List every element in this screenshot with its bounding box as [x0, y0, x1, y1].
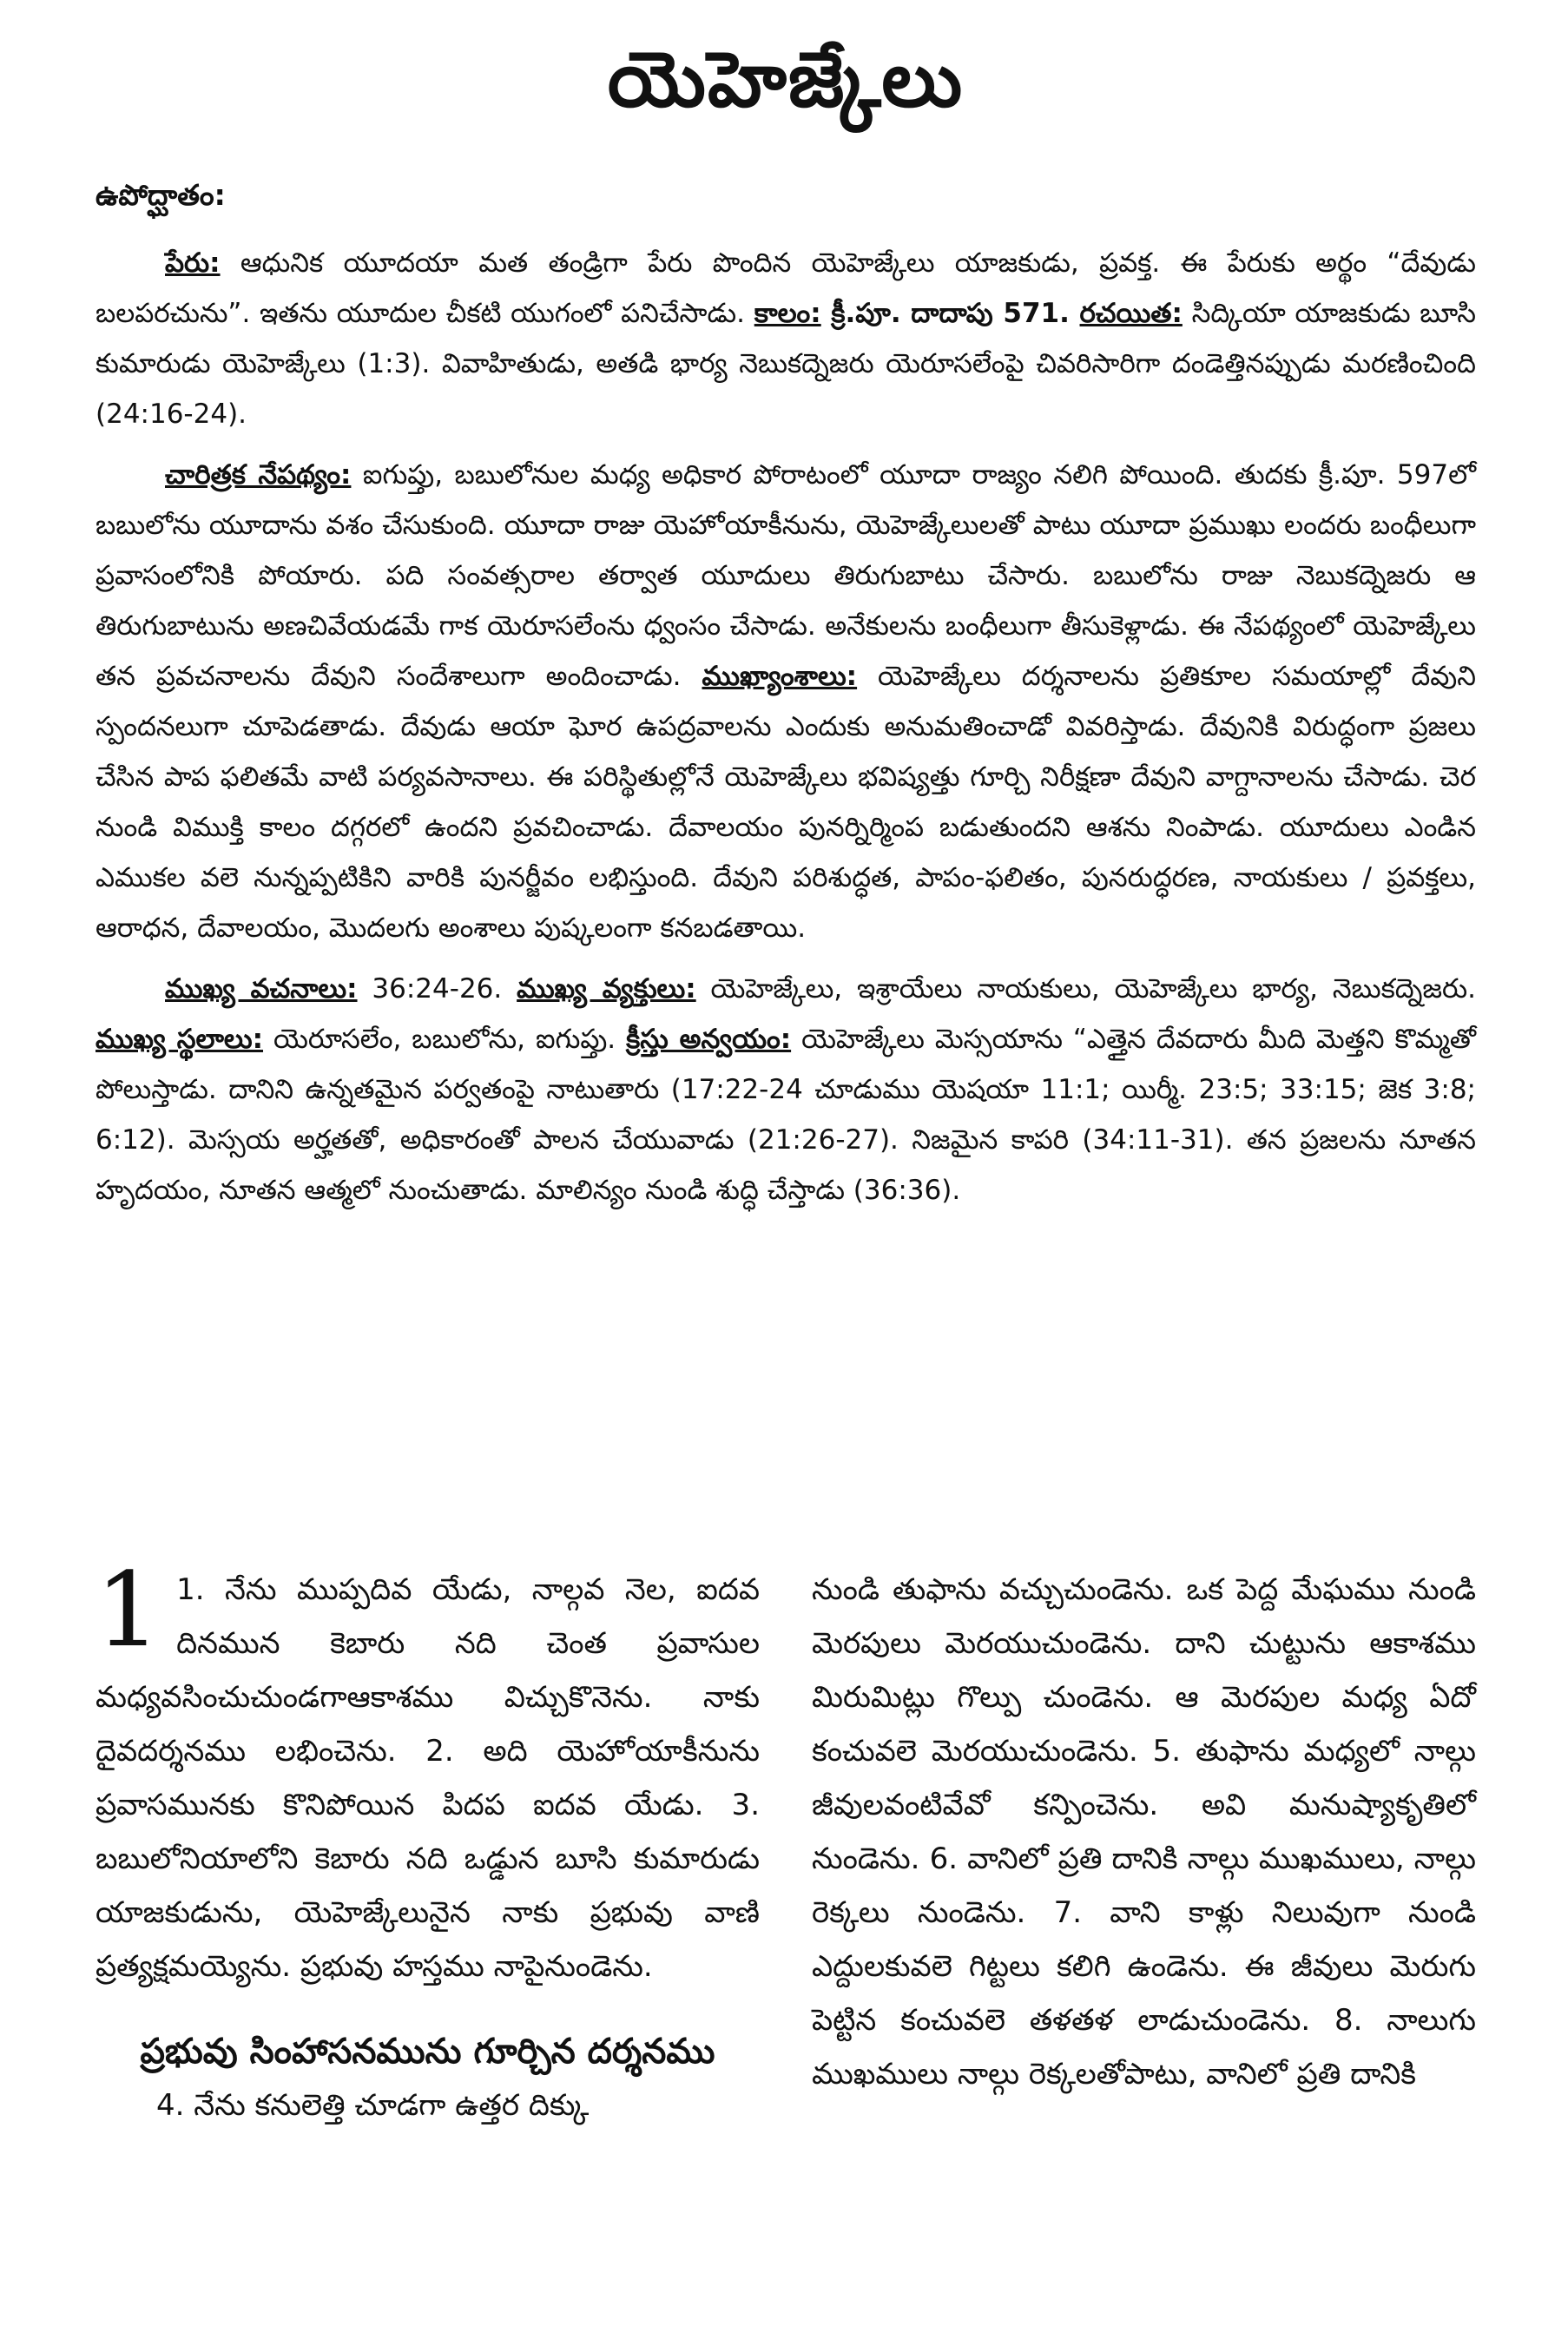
time-text: క్రీ.పూ. దాదాపు 571. [820, 298, 1080, 329]
left-verses-text: 1. నేను ముప్పదివ యేడు, నాల్గవ నెల, ఐదవ దినమున కెబారు నది చెంత ప్రవాసుల మధ్యవసించుచుండగాఆకాశము విచ్చుకొనెను. నాకు దైవదర్శనము లభించెను. 2. అది యెహోయాకీనును ప్రవాసమునకు కొనిపోయిన పిదప ఐదవ యేడు. 3. బబులోనియాలోని కెబారు నది ఒడ్డున బూసి కుమారుడు యాజకుడును, యెహెజ్కేలునైన నాకు ప్రభువు వాణి ప్రత్యక్షమయ్యెను. ప్రభువు హస్తము నాపైనుండెను. [96, 1572, 760, 1984]
key-people-label: ముఖ్య వ్యక్తులు: [517, 973, 696, 1005]
chapter-opening [96, 1550, 760, 1993]
right-column [812, 1563, 1476, 2132]
key-places-text: యెరూసలేం, బబులోను, ఐగుప్తు. [263, 1024, 627, 1055]
key-verses-text: 36:24-26. [357, 973, 517, 1005]
book-title: యెహెజ్కేలు [607, 35, 965, 124]
section-heading: ప్రభువు సింహాసనమును గూర్చిన దర్శనము [140, 2032, 715, 2072]
verse-4-start: 4. నేను కనులెత్తి చూడగా ఉత్తర దిక్కు [156, 2088, 590, 2123]
page [96, 35, 1477, 2123]
name-text: ఆధునిక యూదయా మత తండ్రిగా పేరు పొందిన యెహెజ్కేలు యాజకుడు, ప్రవక్త. ఈ పేరుకు అర్థం “దేవుడు బలపరచును”. ఇతను యూదుల చీకటి యుగంలో పనిచేసాడు. [96, 247, 1476, 329]
chapter-columns [96, 1550, 1476, 2132]
christ-text: యెహెజ్కేలు మెస్సయాను “ఎత్తైన దేవదారు మీది మెత్తని కొమ్మతో పోలుస్తాడు. దానిని ఉన్నతమైన పర్వతంపై నాటుతారు (17:22-24 చూడుము యెషయా 11:1; యిర్మీ. 23:5; 33:15; జెక 3:8; 6:12). మెస్సయ అర్హతతో, అధికారంతో పాలన చేయువాడు (21:26-27). నిజమైన కాపరి (34:11-31). తన ప్రజలను నూతన హృదయం, నూతన ఆత్మలో నుంచుతాడు. మాలిన్యం నుండి శుద్ధి చేస్తాడు (36:36). [96, 1024, 1476, 1206]
left-column [96, 1550, 760, 2132]
author-text: సిద్కియా యాజకుడు బూసి కుమారుడు యెహెజ్కేలు (1:3). వివాహితుడు, అతడి భార్య నెబుకద్నెజరు యెరూసలేంపై చివరిసారిగా దండెత్తినప్పుడు మరణించింది (24:16-24). [96, 298, 1477, 430]
intro-paragraph-key-facts [96, 964, 1476, 1216]
intro-paragraph-background [96, 450, 1476, 953]
background-text: ఐగుప్తు, బబులోనుల మధ్య అధికార పోరాటంలో యూదా రాజ్యం నలిగి పోయింది. తుదకు క్రీ.పూ. 597లో బబులోను యూదాను వశం చేసుకుంది. యూదా రాజు యెహోయాకీనును, యెహెజ్కేలులతో పాటు యూదా ప్రముఖు లందరు బంధీలుగా ప్రవాసంలోనికి పోయారు. పది సంవత్సరాల తర్వాత యూదులు తిరుగుబాటు చేసారు. బబులోను రాజు నెబుకద్నెజరు ఆ తిరుగుబాటును అణచివేయడమే గాక యెరూసలేంను ధ్వంసం చేసాడు. అనేకులను బంధీలుగా తీసుకెళ్లాడు. ఈ నేపథ్యంలో యెహెజ్కేలు తన ప్రవచనాలను దేవుని సందేశాలుగా అందించాడు. [96, 459, 1476, 692]
key-people-text: యెహెజ్కేలు, ఇశ్రాయేలు నాయకులు, యెహెజ్కేలు భార్య, నెబుకద్నెజరు. [695, 973, 1476, 1005]
chapter-number: 1 [96, 1550, 161, 1670]
intro-paragraph-name [96, 238, 1476, 439]
themes-text: యెహెజ్కేలు దర్శనాలను ప్రతికూల సమయాల్లో దేవుని స్పందనలుగా చూపెడతాడు. దేవుడు ఆయా ఘోర ఉపద్రవాలను ఎందుకు అనుమతించాడో వివరిస్తాడు. దేవునికి విరుద్ధంగా ప్రజలు చేసిన పాప ఫలితమే వాటి పర్యవసానాలు. ఈ పరిస్థితుల్లోనే యెహెజ్కేలు భవిష్యత్తు గూర్చి నిరీక్షణా దేవుని వాగ్దానాలను చేసాడు. చెర నుండి విముక్తి కాలం దగ్గరలో ఉందని ప్రవచించాడు. దేవాలయం పునర్నిర్మింప బడుతుందని ఆశను నింపాడు. యూదులు ఎండిన ఎముకల వలె నున్నప్పటికిని వారికి పునర్జీవం లభిస్తుంది. దేవుని పరిశుద్ధత, పాపం-ఫలితం, పునరుద్ధరణ, నాయకులు / ప్రవక్తలు, ఆరాధన, దేవాలయం, మొదలగు అంశాలు పుష్కలంగా కనబడతాయి. [96, 661, 1476, 944]
themes-label: ముఖ్యాంశాలు: [702, 661, 858, 692]
right-verses-text: నుండి తుఫాను వచ్చుచుండెను. ఒక పెద్ద మేఘము నుండి మెరపులు మెరయుచుండెను. దాని చుట్టును ఆకాశము మిరుమిట్లు గొల్పు చుండెను. ఆ మెరపుల మధ్య ఏదో కంచువలె మెరయుచుండెను. 5. తుఫాను మధ్యలో నాల్గు జీవులవంటివేవో కన్పించెను. అవి మనుష్యాకృతిలో నుండెను. 6. వానిలో ప్రతి దానికి నాల్గు ముఖములు, నాల్గు రెక్కలు నుండెను. 7. వాని కాళ్లు నిలువుగా నుండి ఎద్దులకువలె గిట్టలు కలిగి ఉండెను. ఈ జీవులు మెరుగు పెట్టిన కంచువలె తళతళ లాడుచుండెను. 8. నాలుగు ముఖములు నాల్గు రెక్కలతోపాటు, వానిలో ప్రతి దానికి [812, 1572, 1476, 2092]
christ-label: క్రీస్తు అన్వయం: [626, 1024, 792, 1055]
key-places-label: ముఖ్య స్థలాలు: [96, 1024, 264, 1055]
time-label: కాలం: [754, 298, 821, 329]
author-label: రచయిత: [1079, 298, 1183, 329]
key-verses-label: ముఖ్య వచనాలు: [165, 973, 358, 1005]
background-label: చారిత్రక నేపథ్యం: [165, 459, 352, 491]
intro-heading: ఉపోద్ఘాతం: [96, 178, 226, 212]
name-label: పేరు: [165, 247, 221, 279]
